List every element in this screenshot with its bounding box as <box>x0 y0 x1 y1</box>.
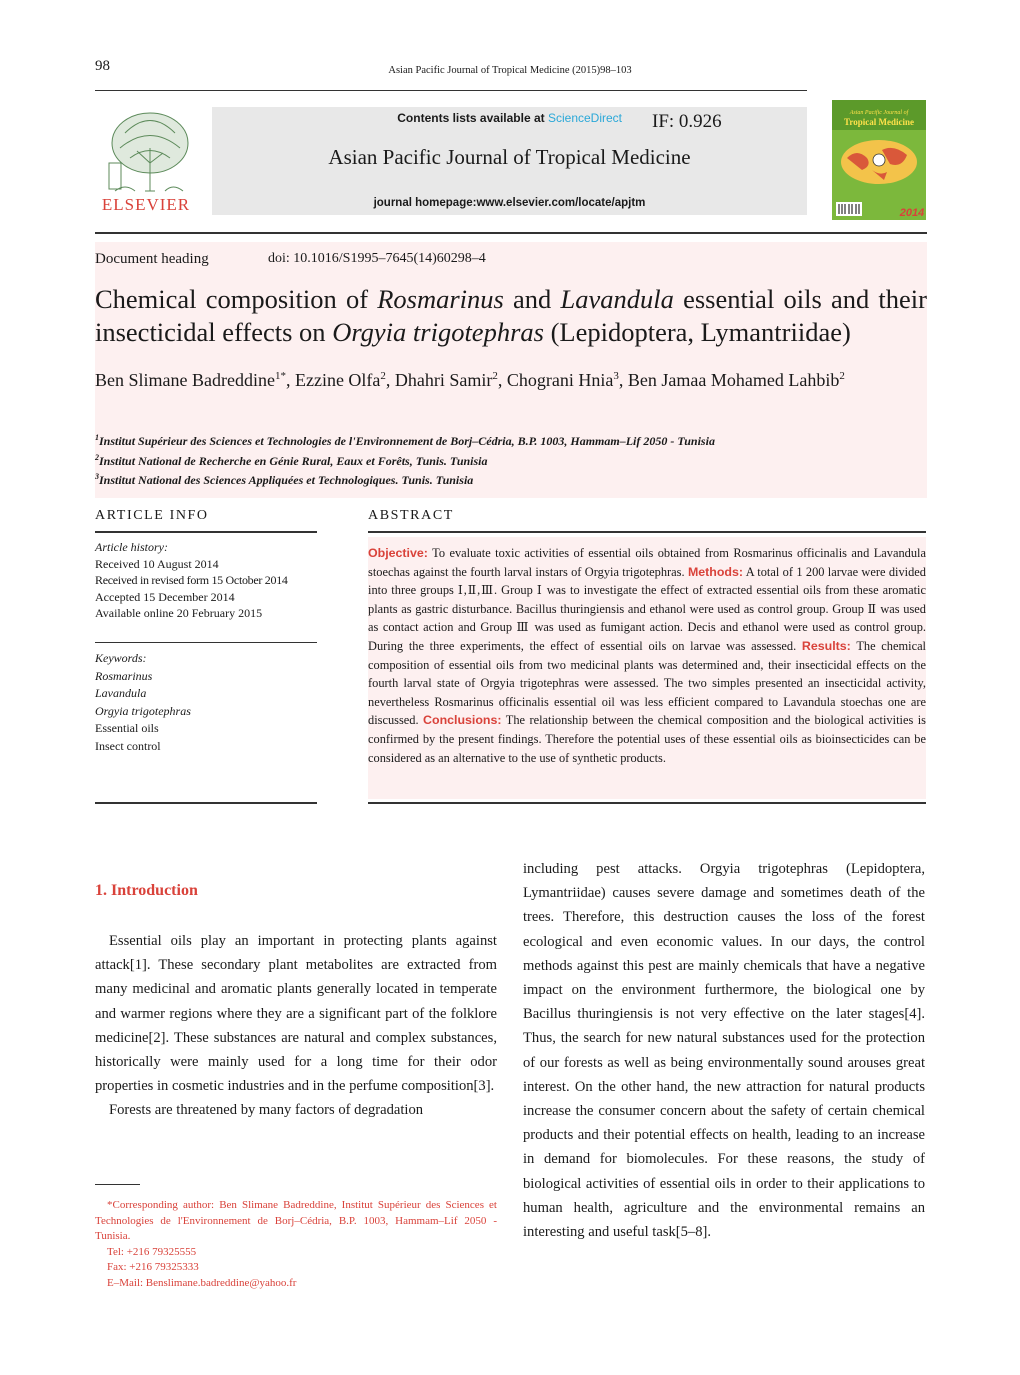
conclusions-text: The relationship between the chemical composition and the biological activities is confirmed by the present findings. Therefore the potential uses of these essential oils as bioinsecticides can be considered as an alternative to the use of synthetic products. <box>368 713 926 765</box>
footnote-rule <box>95 1184 140 1185</box>
corresponding-author-footnote <box>95 1198 497 1291</box>
abstract-box <box>368 537 926 799</box>
journal-homepage-link[interactable]: journal homepage:www.elsevier.com/locate/apjtm <box>373 197 646 209</box>
article-history <box>95 539 317 622</box>
header-rule <box>95 232 927 234</box>
history-received: Received 10 August 2014 <box>95 556 219 571</box>
divider <box>368 802 926 804</box>
results-label: Results: <box>801 638 851 653</box>
history-label: Article history: <box>95 540 168 554</box>
article-info-label: ARTICLE INFO <box>95 508 209 523</box>
contents-line <box>212 111 622 125</box>
history-revised: Received in revised form 15 October 2014 <box>95 573 288 587</box>
affil-mark: 2 <box>95 452 99 462</box>
top-rule <box>95 90 807 91</box>
journal-banner <box>212 107 807 215</box>
divider <box>95 802 317 804</box>
title-text: Chemical composition of <box>95 284 378 314</box>
paragraph: including pest attacks. Orgyia trigotephras (Lepidoptera, Lymantriidae) causes severe damage and sometimes death of the trees. Therefore, this destruction causes the loss of the forest ecological and even economic values. In our days, the control methods against this pest are mainly chemicals that have a negative impact on the environment furthermore, the biological one by Bacillus thuringiensis is not very effective on the later stages[4]. Thus, the search for new natural substances used for the protection of our forests as well as being environmentally sound arouses great interest. On the other hand, the new attraction for natural products increase the consumer concern about the safety of certain chemical products and their potential effects on health, leading to an increase in demand for biomolecules. For these reasons, the study of biological activities of essential oils in order to their applications to human health, agriculture and the environmental remains an interesting and useful task[5–8]. <box>523 861 925 1241</box>
conclusions-label: Conclusions: <box>423 713 502 728</box>
page-number: 98 <box>95 58 110 74</box>
impact-factor: IF: 0.926 <box>652 111 722 132</box>
author-name: Chograni Hnia <box>506 370 614 390</box>
body-column-right <box>523 857 925 1244</box>
doi[interactable]: doi: 10.1016/S1995–7645(14)60298–4 <box>268 251 486 266</box>
author-affil-mark: 3 <box>613 370 619 382</box>
keyword-item: Orgyia trigotephras <box>95 703 191 718</box>
divider <box>95 642 317 643</box>
abstract-label: ABSTRACT <box>368 508 454 523</box>
contents-prefix: Contents lists available at <box>397 111 548 125</box>
sciencedirect-link[interactable]: ScienceDirect <box>547 111 622 125</box>
journal-cover[interactable] <box>832 100 926 220</box>
author-name: Dhahri Samir <box>394 370 493 390</box>
divider <box>95 531 317 533</box>
author-name: Ben Slimane Badreddine <box>95 370 275 390</box>
paragraph: Essential oils play an important in protecting plants against attack[1]. These secondary plant metabolites are extracted from many medicinal and aromatic plants generally located in temperate and warmer regions where they are a significant part of the folklore medicine[2]. These substances are natural and complex substances, historically were mainly used for a long time for their odor properties in cosmetic industries and in the perfume composition[3]. <box>95 933 497 1095</box>
affil-mark: 1 <box>95 433 99 442</box>
keyword-item: Insect control <box>95 738 161 753</box>
divider <box>368 531 926 533</box>
paragraph: Forests are threatened by many factors of degradation <box>109 1102 424 1119</box>
objective-label: Objective: <box>368 546 428 560</box>
author-list: Ben Slimane Badreddine$^{1*}$, Ezzine Olfa$^2$, Dhahri Samir$^2$, Chograni Hnia$^3$, Ben Jamaa Mohamed Lahbib$^2$ <box>95 370 845 390</box>
title-text: and <box>503 284 561 314</box>
keywords <box>95 650 317 755</box>
affiliation <box>95 430 927 450</box>
affil-mark: 3 <box>95 472 99 481</box>
methods-label: Methods: <box>687 564 744 579</box>
article-title <box>95 283 927 349</box>
elsevier-tree-icon <box>95 103 197 215</box>
author-affil-mark: 2 <box>839 370 845 382</box>
cover-title-line1: Asian Pacific Journal of <box>849 110 909 116</box>
affil-text: Institut National des Sciences Appliquées et Technologiques. Tunis. Tunisia <box>99 473 474 487</box>
author-affil-mark: 1* <box>274 370 286 382</box>
abstract-text <box>368 537 926 767</box>
section-heading-introduction: 1. Introduction <box>95 882 198 899</box>
history-accepted: Accepted 15 December 2014 <box>95 589 235 604</box>
keywords-label: Keywords: <box>95 651 147 665</box>
affil-text: Institut Supérieur des Sciences et Technologies de l'Environnement de Borj–Cédria, B.P. 1003, Hammam–Lif 2050 - Tunisia <box>99 434 715 448</box>
keyword-item: Rosmarinus <box>95 668 153 683</box>
running-head: Asian Pacific Journal of Tropical Medicine (2015)98–103 <box>388 65 632 76</box>
keyword-item: Lavandula <box>95 686 147 700</box>
author-name: Ezzine Olfa <box>294 370 381 390</box>
title-genus-lavandula: Lavandula <box>560 284 674 314</box>
title-genus-rosmarinus: Rosmarinus <box>377 284 504 314</box>
corresponding-author: *Corresponding author: Ben Slimane Badreddine, Institut Supérieur des Sciences et Technologies de l'Environnement de Borj–Cédria, B.P. 1003, Hammam–Lif 2050 - Tunisia. <box>95 1199 497 1242</box>
document-heading: Document heading <box>95 251 209 267</box>
journal-cover-image <box>832 100 926 220</box>
results-text: The chemical composition of essential oils from two medicinal plants was determined and, their insecticidal effects on the fourth larval state of Orgyia trigotephras were assessed. The two simples presented an insecticidal activity, nevertheless Rosmarinus officinalis essential oil was less efficient compared to Lavandula stoechas one are discussed. <box>368 638 927 728</box>
methods-text: A total of 1 200 larvae were divided into three groups Ⅰ,Ⅱ,Ⅲ. Group Ⅰ was to investigate the effect of extracted essential oils from these aromatic plants as gastric disturbance. Bacillus thuringiensis and ethanol were used as control group. Group Ⅱ was used as contact action and Group Ⅲ was used as fumigant action. Decis and ethanol were used as control group. During the three experiments, the effect of essential oils on larvae was assessed. <box>368 564 926 653</box>
author-affil-mark: 2 <box>492 370 498 382</box>
fax: Fax: +216 79325333 <box>107 1261 199 1273</box>
author-affil-mark: 2 <box>380 370 386 382</box>
author-name: Ben Jamaa Mohamed Lahbib <box>627 370 840 390</box>
telephone: Tel: +216 79325555 <box>107 1245 197 1258</box>
title-text: essential oils and their insecticidal effects on <box>95 284 927 347</box>
affiliations <box>95 430 927 489</box>
affiliation <box>95 450 927 470</box>
cover-title-line2: Tropical Medicine <box>844 117 914 127</box>
cover-year: 2014 <box>899 207 925 219</box>
title-text: (Lepidoptera, Lymantriidae) <box>543 317 851 347</box>
body-column-left <box>95 929 497 1123</box>
email-link[interactable]: E–Mail: Benslimane.badreddine@yahoo.fr <box>107 1276 297 1289</box>
title-species-orgyia: Orgyia trigotephras <box>332 317 544 347</box>
elsevier-wordmark: ELSEVIER <box>101 195 191 214</box>
keyword-item: Essential oils <box>95 721 159 735</box>
history-online: Available online 20 February 2015 <box>95 606 263 620</box>
objective-text: To evaluate toxic activities of essential oils obtained from Rosmarinus officinalis and Lavandula stoechas against the fourth larval instars of Orgyia trigotephras. <box>368 546 927 579</box>
affil-text: Institut National de Recherche en Génie Rural, Eaux et Forêts, Tunis. Tunisia <box>99 453 488 468</box>
elsevier-logo[interactable] <box>95 103 197 215</box>
affiliation <box>95 469 927 489</box>
journal-name: Asian Pacific Journal of Tropical Medicine <box>328 145 691 169</box>
